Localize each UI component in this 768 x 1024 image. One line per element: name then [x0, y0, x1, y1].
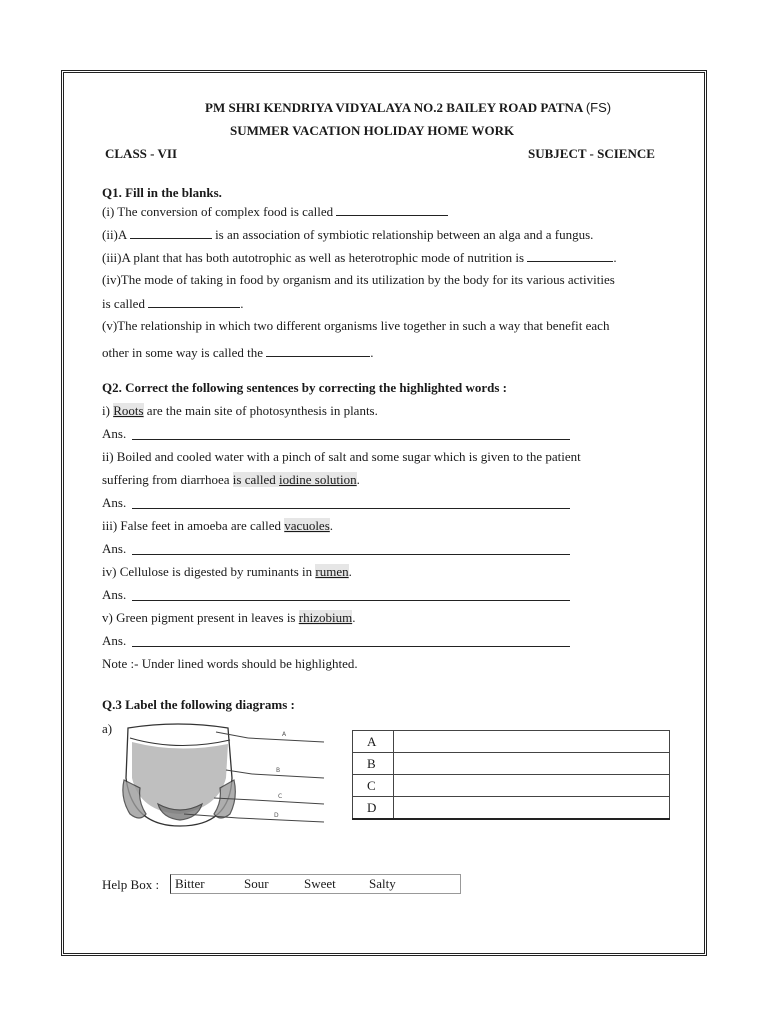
table-row — [353, 731, 670, 753]
q3-part-a: a) — [102, 721, 113, 736]
blank-field[interactable] — [266, 344, 370, 357]
q1-item-ii: (ii)A is an association of symbiotic relationship between an alga and a fungus. — [102, 227, 594, 242]
row-key: B — [353, 753, 394, 775]
diagram-label-b: B — [276, 767, 281, 774]
q1-heading: Q1. Fill in the blanks. — [102, 185, 222, 200]
subject-label: SUBJECT - SCIENCE — [528, 146, 655, 161]
blank-field[interactable] — [336, 203, 448, 216]
q2-note: Note :- Under lined words should be highlighted. — [102, 656, 358, 671]
blank-field[interactable] — [130, 226, 212, 239]
row-key: C — [353, 775, 394, 797]
class-label: CLASS - VII — [105, 146, 178, 161]
answer-line[interactable] — [132, 439, 570, 440]
answer-cell[interactable] — [394, 775, 670, 797]
help-word: Bitter — [175, 876, 205, 891]
help-word: Salty — [369, 876, 396, 891]
answer-cell[interactable] — [394, 797, 670, 820]
q2-ans-label: Ans. — [102, 587, 127, 602]
answer-cell[interactable] — [394, 753, 670, 775]
school-name: PM SHRI KENDRIYA VIDYALAYA NO.2 BAILEY ROAD PATNA (FS) — [205, 100, 612, 115]
q2-sentence-3: iii) False feet in amoeba are called vacuoles. — [102, 518, 334, 533]
q3-heading: Q.3 Label the following diagrams : — [102, 697, 295, 712]
tongue-diagram — [118, 718, 332, 830]
answer-line[interactable] — [132, 646, 570, 647]
diagram-label-c: C — [278, 793, 283, 800]
q2-sentence-4: iv) Cellulose is digested by ruminants in rumen. — [102, 564, 352, 579]
q1-item-v-line1: (v)The relationship in which two different organisms live together in such a way that benefit each — [102, 318, 610, 333]
answer-cell[interactable] — [394, 731, 670, 753]
answer-line[interactable] — [132, 600, 570, 601]
label-answer-table — [352, 730, 670, 820]
q2-ans-label: Ans. — [102, 495, 127, 510]
help-word: Sweet — [304, 876, 336, 891]
q2-ans-label: Ans. — [102, 633, 127, 648]
q2-sentence-2-line1: ii) Boiled and cooled water with a pinch of salt and some sugar which is given to the patient — [102, 449, 581, 464]
q2-ans-label: Ans. — [102, 426, 127, 441]
tongue-texture — [132, 742, 228, 814]
q2-ans-label: Ans. — [102, 541, 127, 556]
q2-sentence-5: v) Green pigment present in leaves is rhizobium. — [102, 610, 356, 625]
table-row — [353, 775, 670, 797]
q1-item-i: (i) The conversion of complex food is called — [102, 203, 448, 220]
q2-sentence-1: i) Roots are the main site of photosynthesis in plants. — [102, 403, 378, 418]
blank-field[interactable] — [527, 249, 613, 262]
table-row — [353, 753, 670, 775]
answer-line[interactable] — [132, 508, 570, 509]
homework-title: SUMMER VACATION HOLIDAY HOME WORK — [230, 123, 515, 138]
help-box-label: Help Box : — [102, 877, 160, 892]
q1-item-iv-line2: is called . — [102, 296, 244, 311]
q1-item-iv-line1: (iv)The mode of taking in food by organism and its utilization by the body for its various activities — [102, 272, 615, 287]
answer-line[interactable] — [132, 554, 570, 555]
row-key: D — [353, 797, 394, 820]
help-box — [170, 874, 461, 894]
q2-sentence-2-line2: suffering from diarrhoea is called iodine solution. — [102, 472, 360, 487]
q2-heading: Q2. Correct the following sentences by correcting the highlighted words : — [102, 380, 507, 395]
diagram-label-a: A — [282, 731, 287, 738]
diagram-label-d: D — [274, 812, 279, 819]
q1-item-iii: (iii)A plant that has both autotrophic as well as heterotrophic mode of nutrition is . — [102, 250, 617, 265]
q1-item-v-line2: other in some way is called the . — [102, 345, 374, 360]
table-row — [353, 797, 670, 820]
blank-field[interactable] — [148, 295, 240, 308]
help-word: Sour — [244, 876, 269, 891]
row-key: A — [353, 731, 394, 753]
